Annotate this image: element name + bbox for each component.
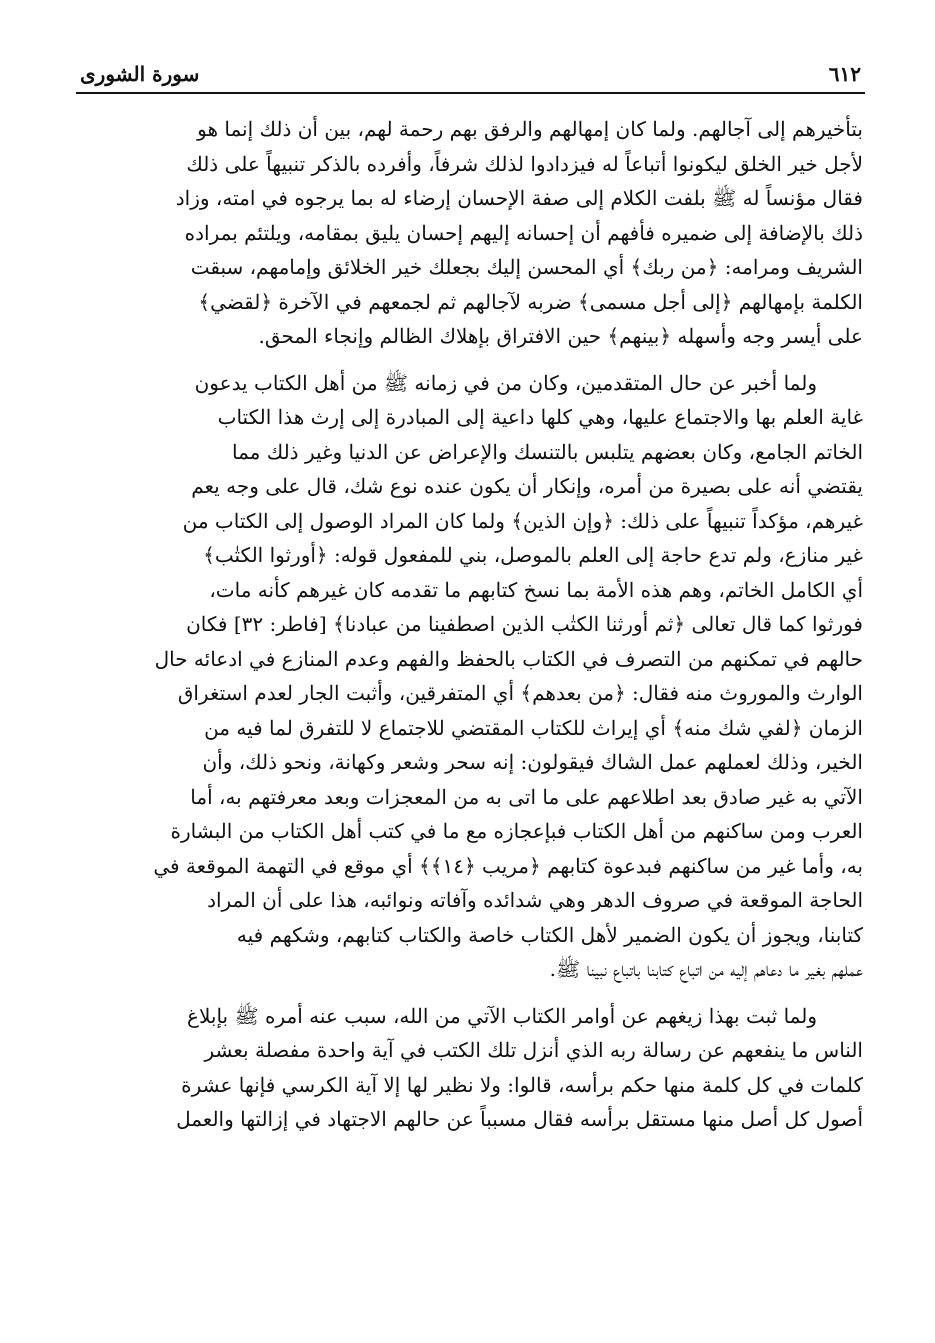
- text-line: حالهم في تمكنهم من التصرف في الكتاب بالحفظ والفهم وعدم المنازع في ادعائه حال: [154, 646, 863, 671]
- text-line: الخير، وذلك لعملهم عمل الشاك فيقولون: إنه سحر وشعر وكهانة، ونحو ذلك، وأن: [202, 750, 863, 774]
- text-line: كلمات في كل كلمة منها حكم برأسه، قالوا: ولا نظير لها إلا آية الكرسي فإنها عشرة: [181, 1072, 863, 1097]
- text-line: الشريف ومرامه: ﴿من ربك﴾ أي المحسن إليك بجعلك خير الخلائق وإمامهم، سبقت: [190, 255, 863, 279]
- text-line: الخاتم الجامع، وكان بعضهم يتلبس بالتنسك والإعراض عن الدنيا وغير ذلك مما: [232, 439, 863, 464]
- paragraph-3: [76, 999, 863, 1137]
- page-number: ٦١٢: [828, 62, 861, 86]
- page-body: [76, 112, 863, 1137]
- text-line: أصول كل أصل منها مستقل برأسه فقال مسبباً عن حالهم الاجتهاد في إزالتها والعمل: [176, 1107, 863, 1131]
- page-header: [76, 50, 865, 94]
- text-line: يقتضي أنه على بصيرة من أمره، وإنكار أن يكون عنده نوع شك، قال على وجه يعم: [191, 474, 863, 498]
- text-line: ذلك بالإضافة إلى ضميره فأفهم أن إحسانه إليهم إحسان يليق بمقامه، ويلتئم بمراده: [184, 220, 863, 245]
- text-line: كتابنا، ويجوز أن يكون الضمير لأهل الكتاب خاصة والكتاب كتابهم، وشكهم فيه: [236, 922, 863, 947]
- text-line: الوارث والموروث منه فقال: ﴿من بعدهم﴾ أي المتفرقين، وأثبت الجار لعدم استغراق: [177, 681, 863, 705]
- text-line: عملهم بغير ما دعاهم إليه من اتباع كتابنا باتباع نبينا ﷺ.: [549, 957, 863, 981]
- paragraph-1: [76, 112, 863, 354]
- text-line: غير منازع، ولم تدع حاجة إلى العلم بالموصل، بني للمفعول قوله: ﴿أورثوا الكتٰب﴾: [203, 543, 863, 567]
- text-line: الآتي به غير صادق بعد اطلاعهم على ما اتى به من المعجزات وبعد معرفتهم به، أما: [190, 784, 863, 809]
- surah-title: سورة الشورى: [80, 62, 200, 86]
- text-line: بتأخيرهم إلى آجالهم. ولما كان إمهالهم والرفق بهم رحمة لهم، بين أن ذلك إنما هو: [197, 117, 863, 141]
- text-line: الكلمة بإمهالهم ﴿إلى أجل مسمى﴾ ضربه لآجالهم ثم لجمعهم في الآخرة ﴿لقضي﴾: [198, 289, 863, 314]
- text-line: غيرهم، مؤكداً تنبيهاً على ذلك: ﴿وإن الذين﴾ ولما كان المراد الوصول إلى الكتاب من: [182, 508, 863, 533]
- text-line: فقال مؤنساً له ﷺ بلفت الكلام إلى صفة الإحسان إرضاء له بما يرجوه في امته، وزاد: [175, 186, 863, 210]
- text-line: ولما ثبت بهذا زيغهم عن أوامر الكتاب الآتي من الله، سبب عنه أمره ﷺ بإبلاغ: [187, 1003, 817, 1028]
- text-line: أي الكامل الخاتم، وهم هذه الأمة بما نسخ كتابهم ما تقدمه كان غيرهم كأنه مات،: [209, 577, 863, 602]
- text-line: فورثوا كما قال تعالى ﴿ثم أورثنا الكتٰب الذين اصطفينا من عبادنا﴾ [فاطر: ٣٢] فكان: [186, 612, 863, 636]
- text-line: الحاجة الموقعة في صروف الدهر وهي شدائده وآفاته ونوائبه، هذا على أن المراد: [207, 888, 863, 912]
- header-divider: [76, 92, 865, 94]
- text-line: الزمان ﴿لفي شك منه﴾ أي إيراث للكتاب المقتضي للاجتماع لا للتفرق لما فيه من: [204, 715, 863, 740]
- paragraph-2: [76, 366, 863, 987]
- text-line: به، وأما غير من ساكنهم فبدعوة كتابهم ﴿مريب ﴿١٤﴾﴾ أي موقع في التهمة الموقعة في: [153, 853, 863, 878]
- text-line: غاية العلم بها والاجتماع عليها، وهي كلها داعية إلى المبادرة إلى إرث هذا الكتاب: [217, 405, 863, 429]
- text-line: لأجل خير الخلق ليكونوا أتباعاً له فيزدادوا لذلك شرفاً، وأفرده بالذكر تنبيهاً على ذلك: [186, 151, 863, 176]
- text-line: الناس ما ينفعهم عن رسالة ربه الذي أنزل تلك الكتب في آية واحدة مفصلة بعشر: [204, 1038, 863, 1062]
- text-line: على أيسر وجه وأسهله ﴿بينهم﴾ حين الافتراق بإهلاك الظالم وإنجاء المحق.: [258, 324, 863, 348]
- text-line: ولما أخبر عن حال المتقدمين، وكان من في زمانه ﷺ من أهل الكتاب يدعون: [194, 370, 817, 395]
- text-line: العرب ومن ساكنهم من أهل الكتاب فبإعجازه مع ما في كتب أهل الكتاب من البشارة: [170, 819, 863, 843]
